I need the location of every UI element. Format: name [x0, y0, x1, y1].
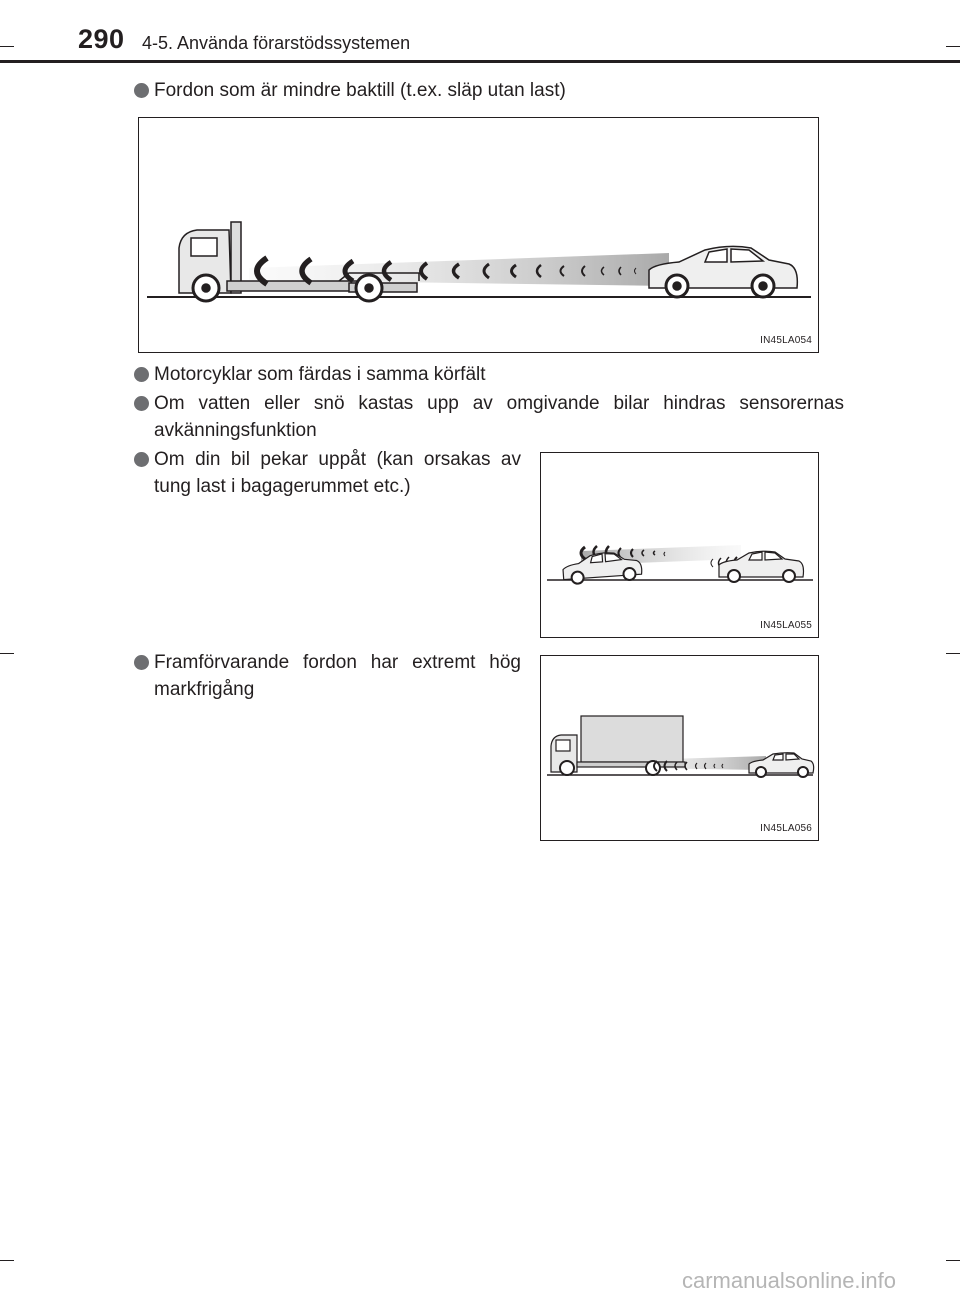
bullet-text: Om vatten eller snö kastas upp av omgivande bilar hindras sensorernas avkänningsfunktion	[154, 393, 844, 441]
crop-mark	[946, 1260, 960, 1261]
car-icon	[649, 246, 797, 297]
car-pointing-up-illustration	[541, 453, 820, 639]
section-title: 4-5. Använda förarstödssystemen	[142, 33, 411, 53]
bullet-dot	[134, 452, 149, 467]
crop-mark	[0, 653, 14, 654]
truck-trailer-illustration	[139, 118, 820, 354]
high-clearance-truck-illustration	[541, 656, 820, 842]
crop-mark	[0, 46, 14, 47]
bullet-text: Motorcyklar som färdas i samma körfält	[154, 364, 486, 385]
bullet-text: Om din bil pekar uppåt (kan orsakas av tung last i bagagerummet etc.)	[154, 449, 521, 497]
figure-code: IN45LA056	[760, 823, 812, 834]
watermark: carmanualsonline.info	[682, 1268, 897, 1293]
bullet-item	[134, 649, 521, 703]
truck-icon	[179, 222, 419, 301]
bullet-item	[134, 390, 844, 444]
figure-high-clearance-truck	[540, 655, 819, 841]
crop-mark	[0, 1260, 14, 1261]
figure-code: IN45LA054	[760, 335, 812, 346]
bullet-dot	[134, 367, 149, 382]
crop-mark	[946, 46, 960, 47]
page-number: 290	[78, 24, 125, 54]
bullet-item	[134, 77, 844, 104]
header-rule	[0, 60, 960, 63]
bullet-dot	[134, 396, 149, 411]
bullet-dot	[134, 655, 149, 670]
bullet-text: Framförvarande fordon har extremt hög markfrigång	[154, 652, 521, 700]
figure-car-pointing-up	[540, 452, 819, 638]
bullet-dot	[134, 83, 149, 98]
figure-code: IN45LA055	[760, 620, 812, 631]
figure-truck-trailer	[138, 117, 819, 353]
bullet-item	[134, 361, 844, 388]
bullet-item	[134, 446, 521, 500]
bullet-text: Fordon som är mindre baktill (t.ex. släp utan last)	[154, 80, 566, 101]
crop-mark	[946, 653, 960, 654]
